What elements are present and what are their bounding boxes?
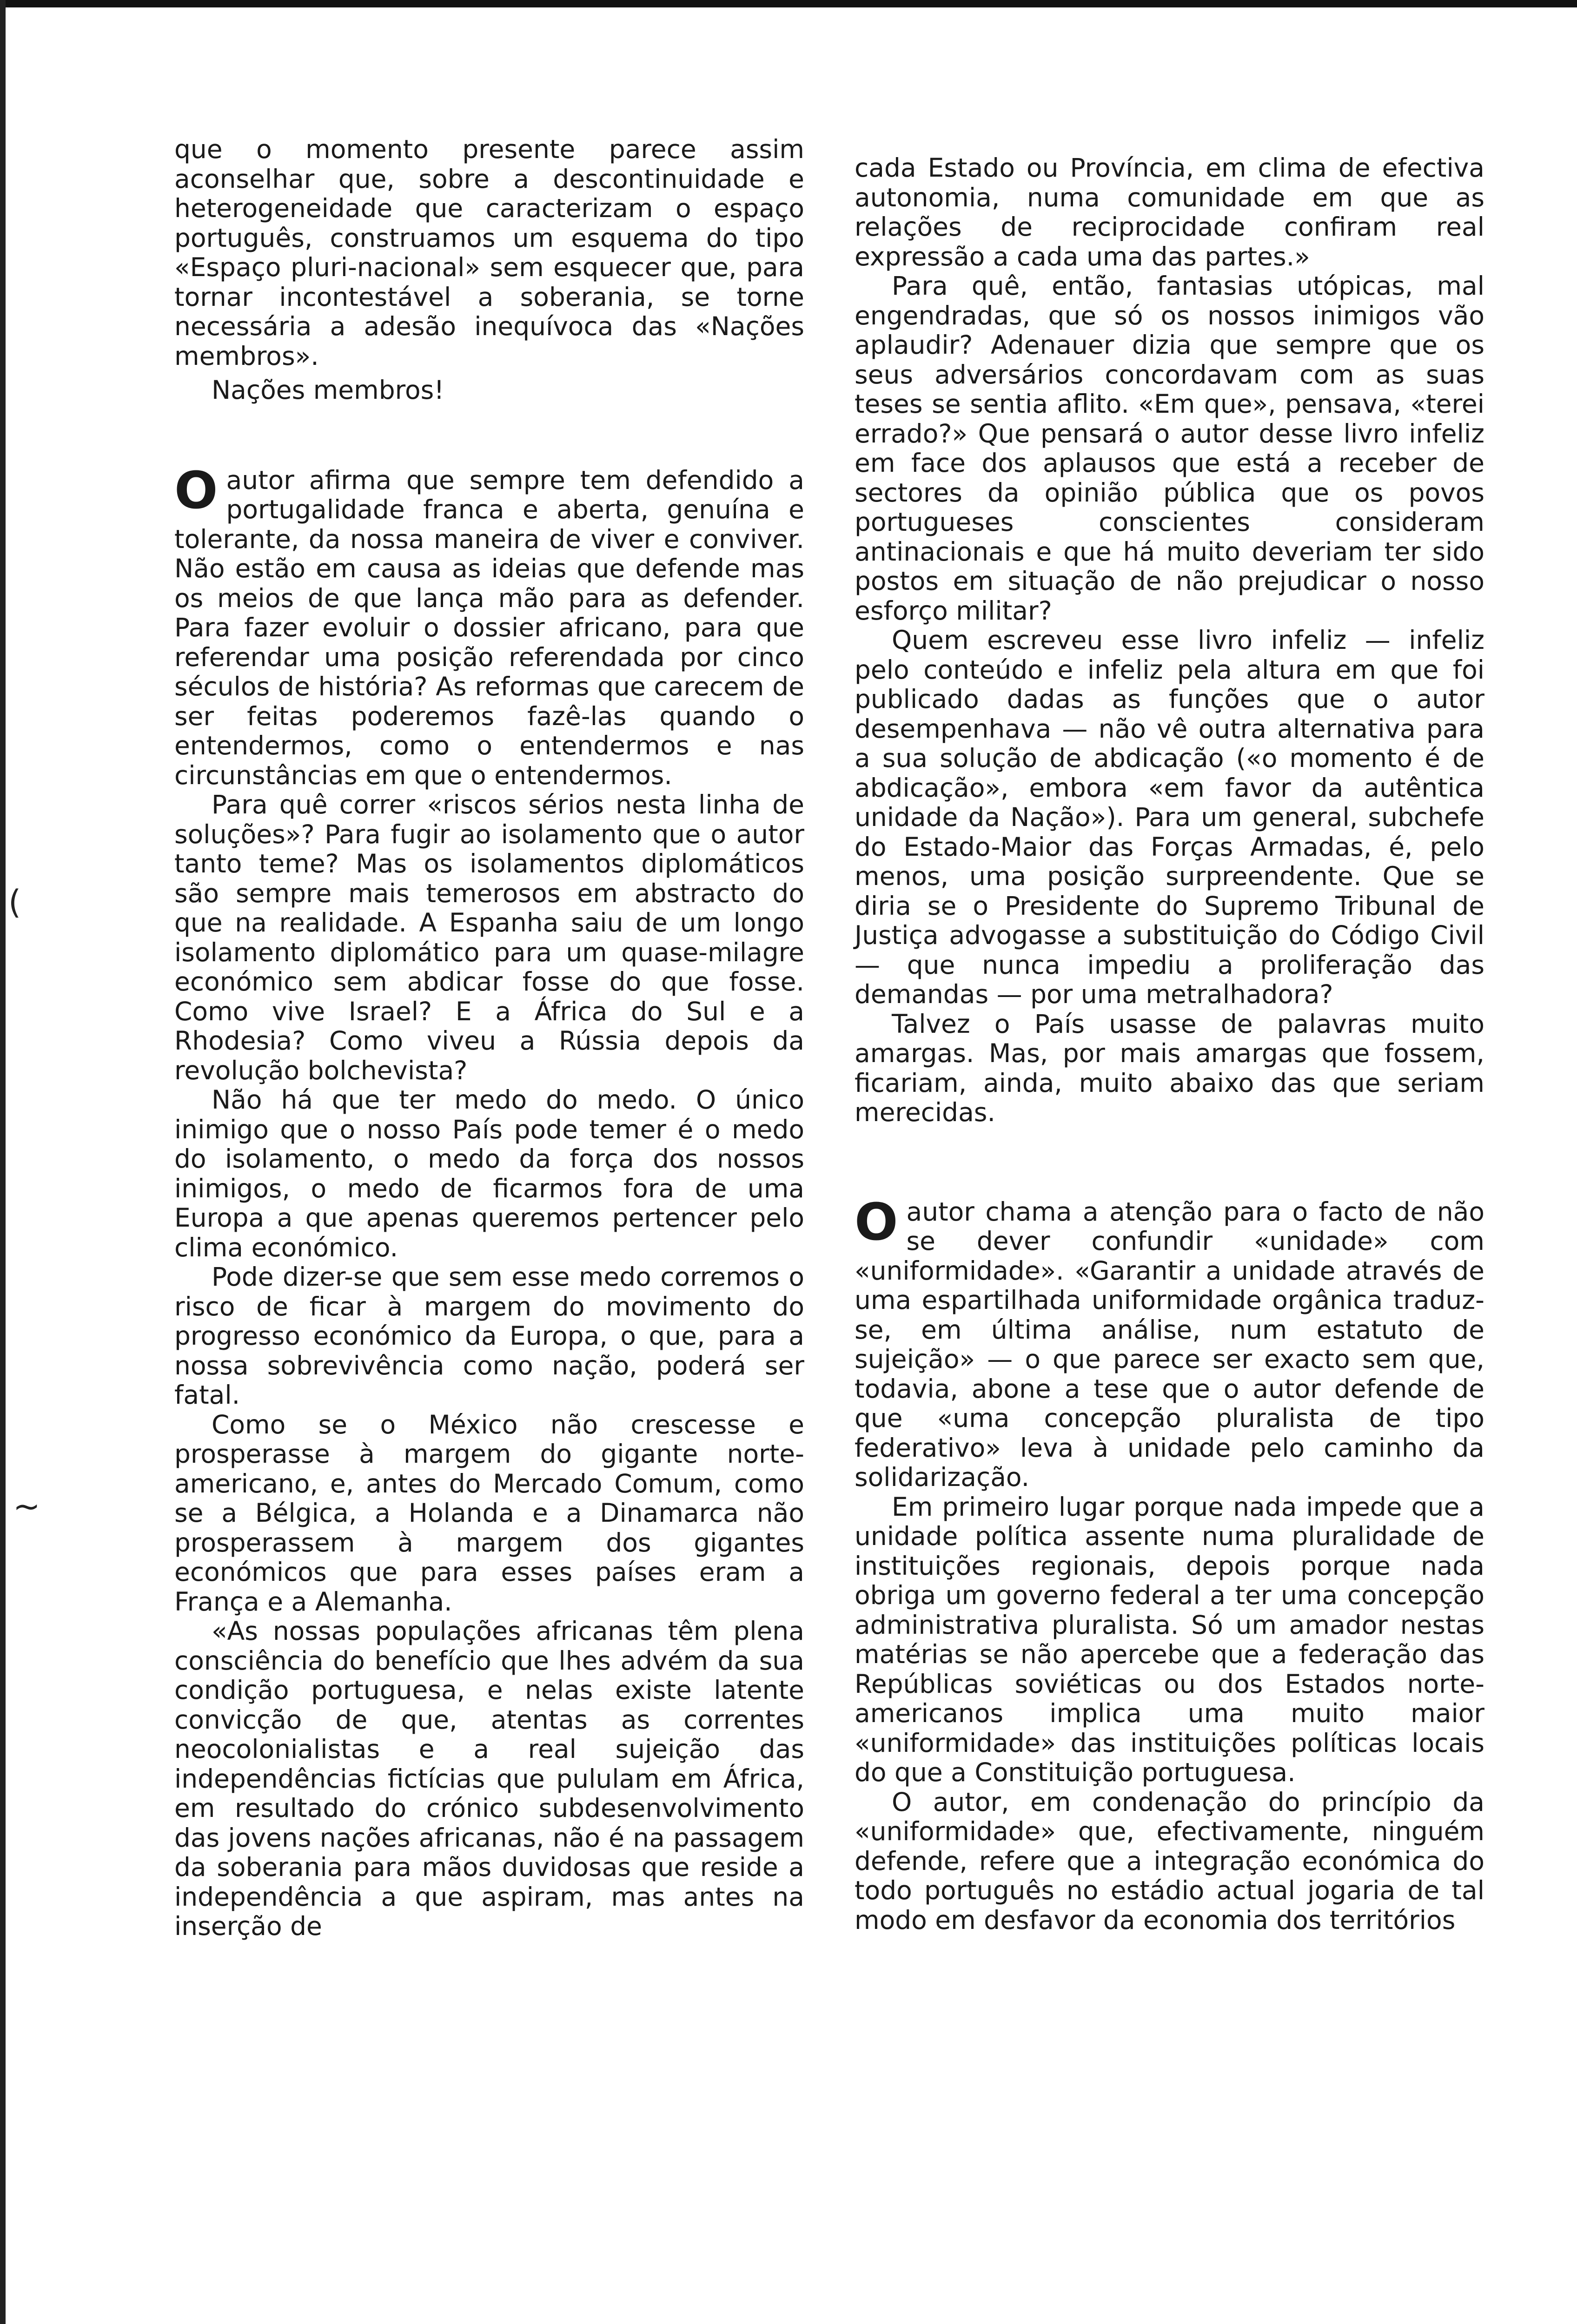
paragraph: que o momento presente parece assim aconselhar que, sobre a descontinuidade e heterogeneidade que caracterizam o espaço português, construamos um esquema do tipo «Espaço pluri-nacional» sem esquecer que, para tornar incontestável a soberania, se torne necessária a adesão inequívoca das «Nações membros». xyxy=(174,134,804,371)
margin-mark: ( xyxy=(8,883,21,921)
paragraph: Nações membros! xyxy=(212,375,444,405)
paragraph-text: autor chama a atenção para o facto de não se dever confundir «unidade» com «uniformidade». «Garantir a unidade através de uma espartilhada uniformidade orgânica traduz-se, em última análise, num estatuto de sujeição» — o que parece ser exacto sem que, todavia, abone a tese que o autor defende de que «uma concepção pluralista de tipo federativo» leva à unidade pelo caminho da solidarização. xyxy=(855,1196,1484,1492)
paragraph-text: autor afirma que sempre tem defendido a portugalidade franca e aberta, genuína e tolerante, da nossa maneira de viver e conviver. Não estão em causa as ideias que defende mas os meios de que lança mão para as defender. Para fazer evoluir o dossier africano, para que referendar uma posição referendada por cinco séculos de história? As reformas que carecem de ser feitas poderemos fazê-las quando o entendermos, como o entendermos e nas circunstâncias em que o entendermos. xyxy=(174,465,804,790)
drop-cap: O xyxy=(174,460,218,520)
paragraph xyxy=(855,1192,1484,1492)
right-column xyxy=(855,153,1484,1935)
page-left-border xyxy=(0,0,6,2324)
paragraph: Quem escreveu esse livro infeliz — infeliz pelo conteúdo e infeliz pela altura em que foi publicado dadas as funções que o autor desempenhava — não vê outra alternativa para a sua solução de abdicação («o momento é de abdicação», embora «em favor da autêntica unidade da Nação»). Para um general, subchefe do Estado-Maior das Forças Armadas, é, pelo menos, uma posição surpreendente. Que se diria se o Presidente do Supremo Tribunal de Justiça advogasse a substituição do Código Civil — que nunca impediu a proliferação das demandas — por uma metralhadora? xyxy=(855,625,1484,1009)
paragraph: Para quê, então, fantasias utópicas, mal engendradas, que só os nossos inimigos vão aplaudir? Adenauer dizia que sempre que os seus adversários concordavam com as suas teses se sentia aflito. «Em que», pensava, «terei errado?» Que pensará o autor desse livro infeliz em face dos aplausos que está a receber de sectores da opinião pública que os povos portugueses conscientes consideram antinacionais e que há muito deveriam ter sido postos em situação de não prejudicar o nosso esforço militar? xyxy=(855,271,1484,626)
paragraph: Como se o México não crescesse e prosperasse à margem do gigante norte-americano, e, antes do Mercado Comum, como se a Bélgica, a Holanda e a Dinamarca não prosperassem à margem dos gigantes económicos que para esses países eram a França e a Alemanha. xyxy=(174,1409,804,1617)
paragraph: cada Estado ou Província, em clima de efectiva autonomia, numa comunidade em que as relações de reciprocidade confiram real expressão a cada uma das partes.» xyxy=(855,153,1484,271)
paragraph: Em primeiro lugar porque nada impede que a unidade política assente numa pluralidade de instituições regionais, depois porque nada obriga um governo federal a ter uma concepção administrativa pluralista. Só um amador nestas matérias se não apercebe que a federação das Repúblicas soviéticas ou dos Estados norte-americanos implica uma muito maior «uniformidade» das instituições políticas locais do que a Constituição portuguesa. xyxy=(855,1492,1484,1787)
paragraph: Talvez o País usasse de palavras muito amargas. Mas, por mais amargas que fossem, ficariam, ainda, muito abaixo das que seriam merecidas. xyxy=(855,1009,1484,1127)
drop-cap: O xyxy=(855,1192,898,1252)
paragraph: Não há que ter medo do medo. O único inimigo que o nosso País pode temer é o medo do isolamento, o medo da força dos nossos inimigos, o medo de ficarmos fora de uma Europa a que apenas queremos pertencer pelo clima económico. xyxy=(174,1085,804,1262)
left-column xyxy=(174,135,804,1941)
paragraph: Pode dizer-se que sem esse medo corremos o risco de ficar à margem do movimento do progresso económico da Europa, o que, para a nossa sobrevivência como nação, poderá ser fatal. xyxy=(174,1262,804,1410)
page-top-border xyxy=(0,0,1577,7)
paragraph: O autor, em condenação do princípio da «uniformidade» que, efectivamente, ninguém defende, refere que a integração económica do todo português no estádio actual jogaria de tal modo em desfavor da economia dos territórios xyxy=(855,1787,1484,1935)
paragraph: «As nossas populações africanas têm plena consciência do benefício que lhes advém da sua condição portuguesa, e nelas existe latente convicção de que, atentas as correntes neocolonialistas e a real sujeição das independências fictícias que pululam em África, em resultado do crónico subdesenvolvimento das jovens nações africanas, não é na passagem da soberania para mãos duvidosas que reside a independência a que aspiram, mas antes na inserção de xyxy=(174,1616,804,1941)
margin-mark: ~ xyxy=(13,1487,40,1525)
paragraph xyxy=(174,460,804,791)
paragraph: Para quê correr «riscos sérios nesta linha de soluções»? Para fugir ao isolamento que o autor tanto teme? Mas os isolamentos diplomáticos são sempre mais temerosos em abstracto do que na realidade. A Espanha saiu de um longo isolamento diplomático para um quase-milagre económico sem abdicar fosse do que fosse. Como vive Israel? E a África do Sul e a Rhodesia? Como viveu a Rússia depois da revolução bolchevista? xyxy=(174,790,804,1085)
